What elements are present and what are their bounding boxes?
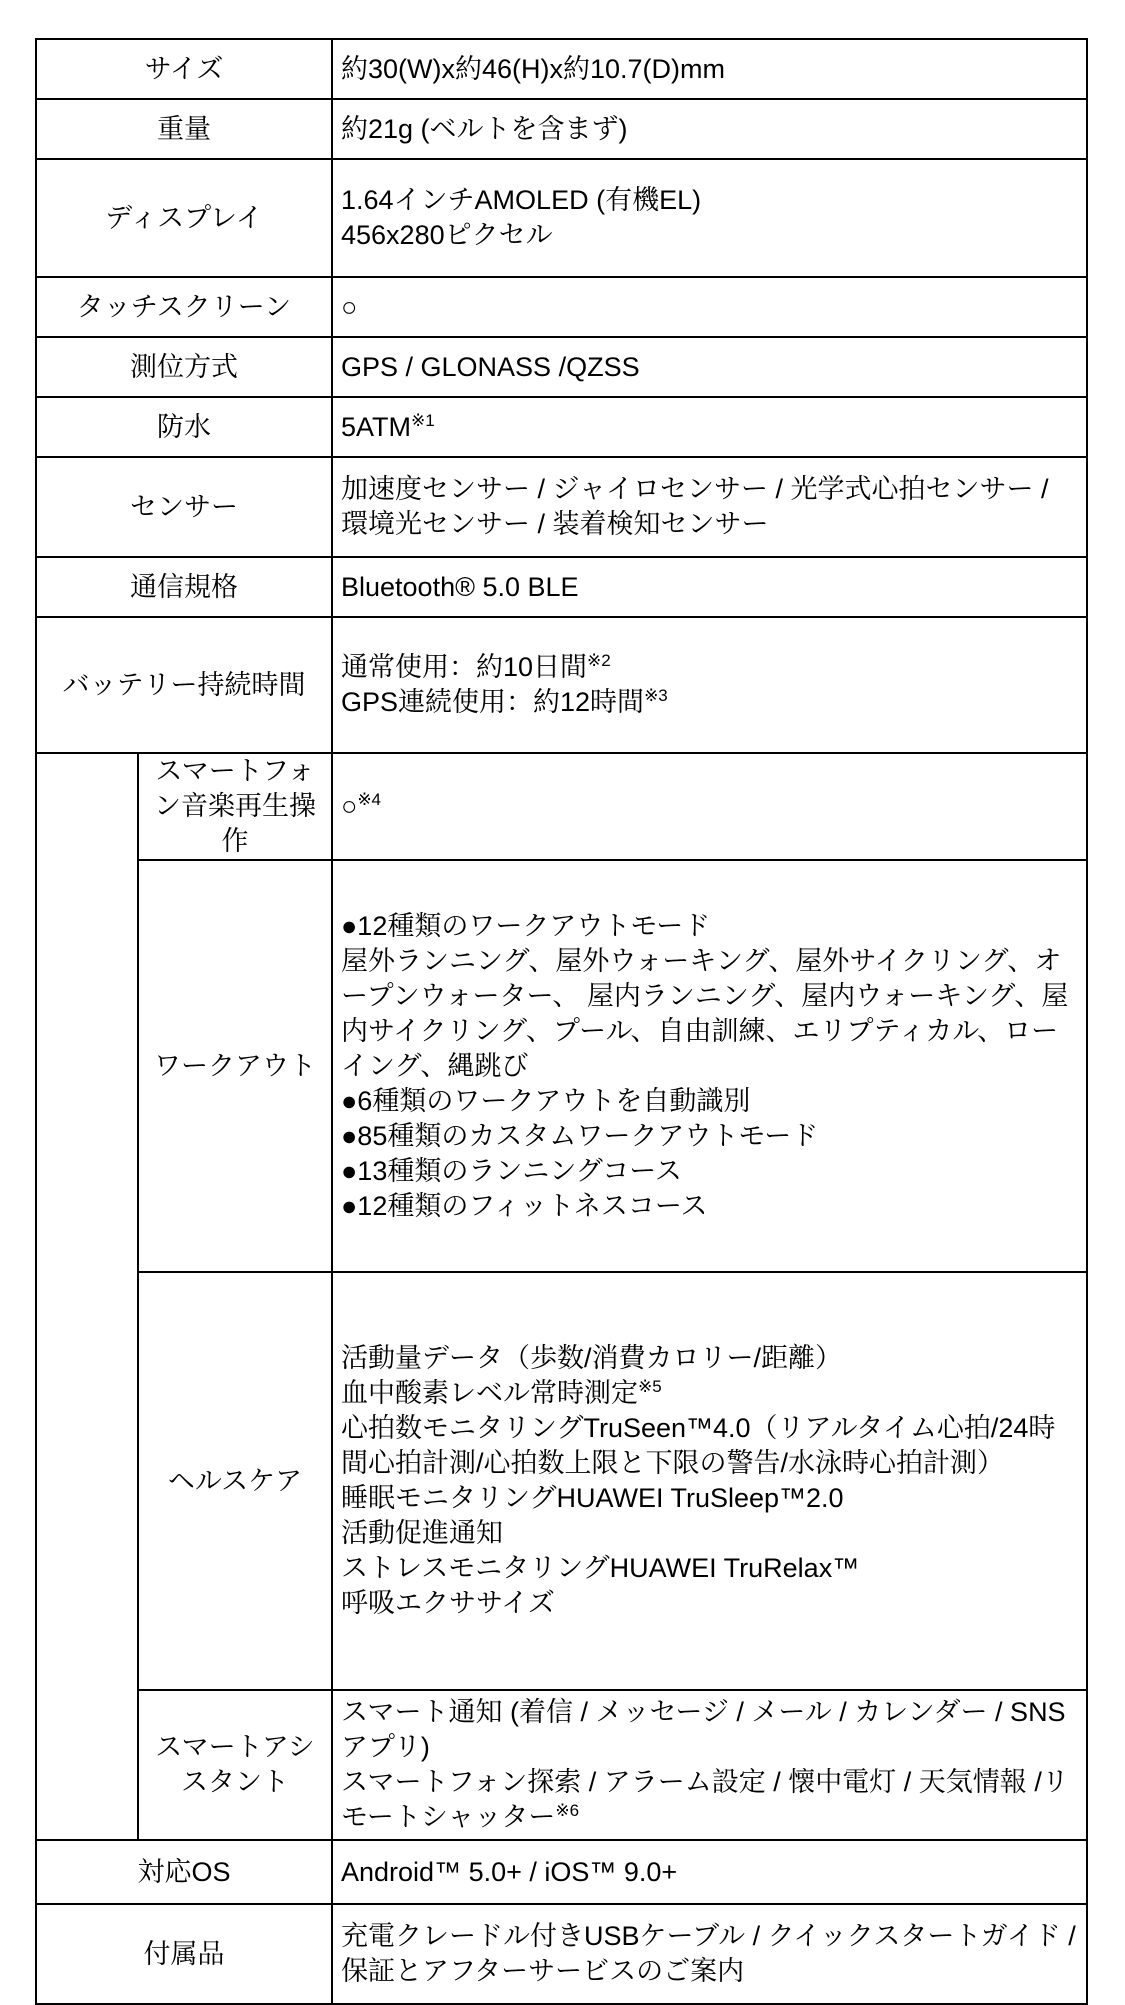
health-line [341,1376,1078,1411]
spec-label: センサー [36,457,332,557]
spec-label: 重量 [36,99,332,159]
health-spo2-text: 血中酸素レベル常時測定 [341,1378,638,1408]
footnote-mark: ※2 [587,651,611,670]
spec-label: バッテリー持続時間 [36,617,332,753]
battery-gps [341,685,1078,720]
spec-label: 対応OS [36,1840,332,1904]
spec-row-connectivity [36,557,1087,617]
footnote-mark: ※6 [555,1801,580,1820]
workout-line: ●13種類のランニングコース [341,1155,682,1186]
spec-row-touchscreen [36,277,1087,337]
spec-label: 防水 [36,397,332,457]
spec-row-waterproof [36,397,1087,457]
music-support: ○ [341,791,358,821]
spec-value [332,617,1087,753]
footnote-mark: ※3 [644,686,668,705]
spec-row-weight [36,99,1087,159]
spec-label: タッチスクリーン [36,277,332,337]
assistant-line [341,1765,1078,1835]
spec-label: 測位方式 [36,337,332,397]
assistant-text: スマートフォン探索 / アラーム設定 / 懐中電灯 / 天気情報 /リモートシャッター [341,1767,1069,1832]
feature-value [332,753,1087,860]
display-size: 1.64インチAMOLED (有機EL) [341,185,702,215]
spec-value: Bluetooth® 5.0 BLE [332,557,1087,617]
battery-normal-text: 通常使用：約10日間 [341,652,588,682]
spec-label: サイズ [36,39,332,99]
display-resolution: 456x280ピクセル [341,220,553,250]
footnote-mark: ※1 [411,410,435,430]
spec-row-music [36,753,1087,860]
spec-label: 付属品 [36,1904,332,2004]
spec-value: 加速度センサー / ジャイロセンサー / 光学式心拍センサー / 環境光センサー / 装着検知センサー [332,457,1087,557]
spec-label: 通信規格 [36,557,332,617]
feature-label: ワークアウト [138,860,332,1272]
feature-label: ヘルスケア [138,1272,332,1690]
workout-line: 屋外ランニング、屋外ウォーキング、屋外サイクリング、オープンウォーター、 屋内ランニング、屋内ウォーキング、屋内サイクリング、プール、自由訓練、エリプティカル、ローイング、縄跳び [341,945,1069,1081]
feature-label: スマートフォン音楽再生操作 [138,753,332,860]
spec-value [332,397,1087,457]
spec-table [35,38,1088,2005]
spec-row-size [36,39,1087,99]
spec-row-assistant [36,1690,1087,1840]
feature-label: スマートアシスタント [138,1690,332,1840]
spec-label: ディスプレイ [36,159,332,277]
waterproof-rating: 5ATM [341,411,412,442]
health-line: 活動促進通知 [341,1518,503,1548]
spec-value: Android™ 5.0+ / iOS™ 9.0+ [332,1840,1087,1904]
health-line: 心拍数モニタリングTruSeen™4.0（リアルタイム心拍/24時間心拍計測/心拍数上限と下限の警告/水泳時心拍計測） [341,1413,1056,1478]
spec-row-sensors [36,457,1087,557]
workout-line: ●12種類のワークアウトモード [341,910,711,941]
battery-normal [341,650,1078,685]
battery-gps-text: GPS連続使用：約12時間 [341,687,645,717]
spec-value: GPS / GLONASS /QZSS [332,337,1087,397]
feature-value [332,1690,1087,1840]
workout-line: ●12種類のフィットネスコース [341,1190,708,1221]
spec-value: 約30(W)x約46(H)x約10.7(D)mm [332,39,1087,99]
spec-value [332,159,1087,277]
workout-line: ●6種類のワークアウトを自動識別 [341,1085,751,1116]
spec-row-accessories [36,1904,1087,2004]
assistant-line: スマート通知 (着信 / メッセージ / メール / カレンダー / SNSアプリ) [341,1697,1066,1762]
spec-value: 約21g (ベルトを含まず) [332,99,1087,159]
spec-row-health [36,1272,1087,1690]
spec-row-positioning [36,337,1087,397]
features-group-cell [36,753,138,1840]
feature-value [332,860,1087,1272]
feature-value [332,1272,1087,1690]
health-line: 呼吸エクササイズ [341,1588,555,1618]
spec-row-workout [36,860,1087,1272]
health-line: ストレスモニタリングHUAWEI TruRelax™ [341,1553,860,1583]
health-line: 活動量データ（歩数/消費カロリー/距離） [341,1343,843,1373]
spec-value: 充電クレードル付きUSBケーブル / クイックスタートガイド / 保証とアフターサービスのご案内 [332,1904,1087,2004]
spec-value: ○ [332,277,1087,337]
health-line: 睡眠モニタリングHUAWEI TruSleep™2.0 [341,1483,844,1513]
footnote-mark: ※5 [638,1377,662,1396]
spec-row-battery [36,617,1087,753]
workout-line: ●85種類のカスタムワークアウトモード [341,1120,819,1151]
spec-row-os [36,1840,1087,1904]
footnote-mark: ※4 [357,790,382,809]
spec-row-display [36,159,1087,277]
